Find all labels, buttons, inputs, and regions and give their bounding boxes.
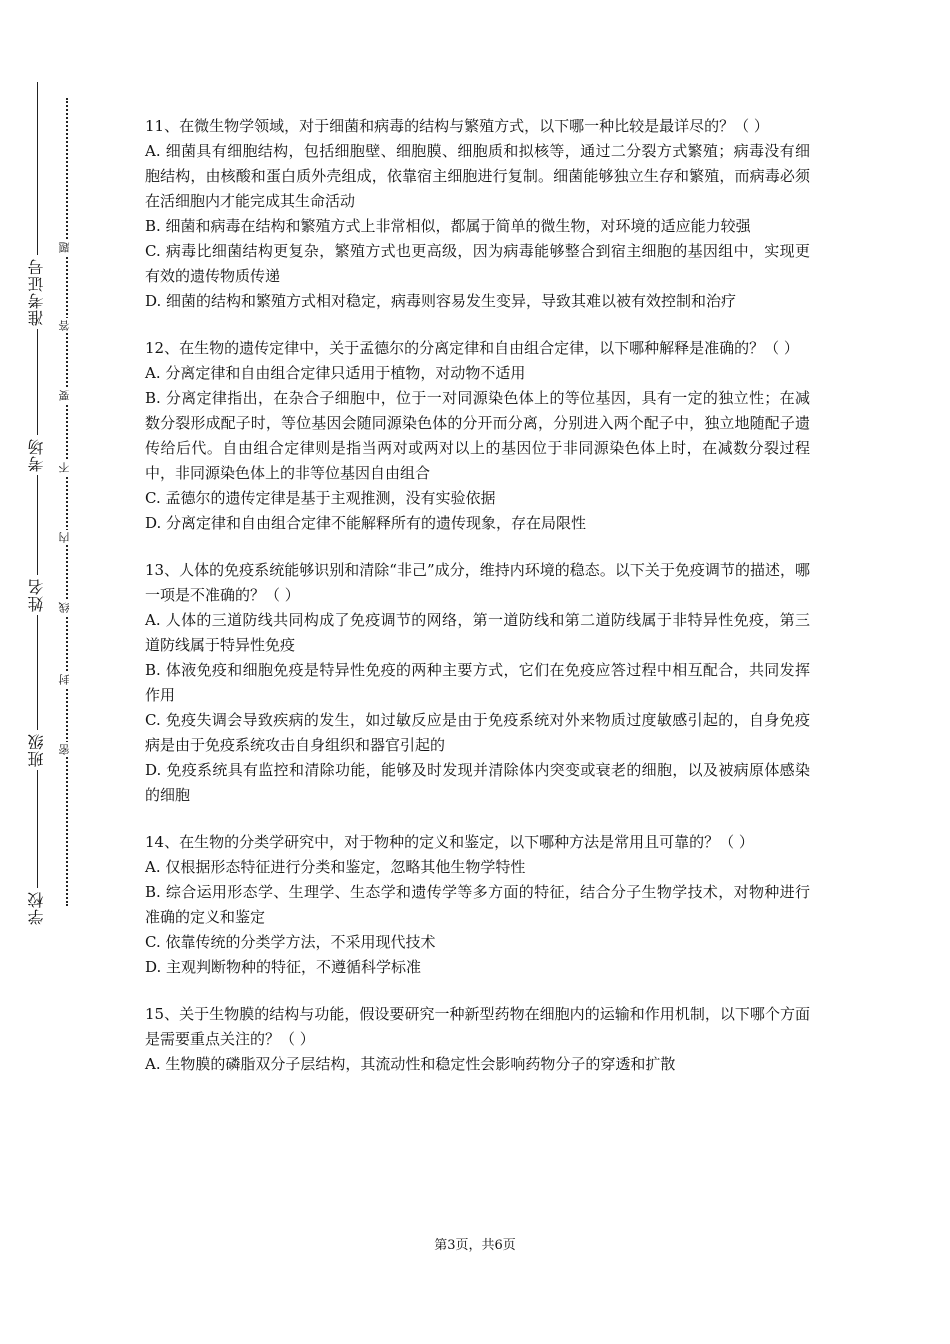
seal-char: 题 xyxy=(58,240,76,255)
question-option: B. 细菌和病毒在结构和繁殖方式上非常相似，都属于简单的微生物，对环境的适应能力较强 xyxy=(145,217,751,235)
binding-dotted-line xyxy=(66,98,68,906)
seal-char: 线 xyxy=(58,600,76,615)
question-option: C. 病毒比细菌结构更复杂，繁殖方式也更高级，因为病毒能够整合到宿主细胞的基因组中，实现更有效的遗传物质传递 xyxy=(145,242,810,285)
seal-char: 不 xyxy=(58,460,76,475)
question-option: B. 分离定律指出，在杂合子细胞中，位于一对同源染色体上的等位基因，具有一定的独立性；在减数分裂形成配子时，等位基因会随同源染色体的分开而分离，分别进入两个配子中，独立地随配子遗传给后代。自由组合定律则是指当两对或两对以上的基因位于非同源染色体上时，在减数分裂过程中，非同源染色体上的非等位基因自由组合 xyxy=(145,389,810,482)
seal-char: 内 xyxy=(58,530,76,545)
question-option: C. 依靠传统的分类学方法，不采用现代技术 xyxy=(145,933,436,951)
question-option: A. 仅根据形态特征进行分类和鉴定，忽略其他生物学特性 xyxy=(145,858,526,876)
question-stem: 13、人体的免疫系统能够识别和清除“非己”成分，维持内环境的稳态。以下关于免疫调节的描述，哪一项是不准确的？（ ） xyxy=(145,561,810,604)
question-option: D. 免疫系统具有监控和清除功能，能够及时发现并清除体内突变或衰老的细胞，以及被病原体感染的细胞 xyxy=(145,761,810,804)
seal-char: 要 xyxy=(58,388,76,403)
question-block xyxy=(145,558,810,808)
binding-margin xyxy=(0,0,110,1344)
question-option: D. 细菌的结构和繁殖方式相对稳定，病毒则容易发生变异，导致其难以被有效控制和治疗 xyxy=(145,292,737,310)
question-block xyxy=(145,336,810,536)
question-block xyxy=(145,114,810,314)
question-option: A. 生物膜的磷脂双分子层结构，其流动性和稳定性会影响药物分子的穿透和扩散 xyxy=(145,1055,676,1073)
seal-char: 封 xyxy=(58,672,76,687)
question-option: B. 综合运用形态学、生理学、生态学和遗传学等多方面的特征，结合分子生物学技术，对物种进行准确的定义和鉴定 xyxy=(145,883,810,926)
binding-field-label: 考场 xyxy=(22,435,52,475)
question-stem: 14、在生物的分类学研究中，对于物种的定义和鉴定，以下哪种方法是常用且可靠的？（ ） xyxy=(145,833,754,851)
question-option: A. 细菌具有细胞结构，包括细胞壁、细胞膜、细胞质和拟核等，通过二分裂方式繁殖；病毒没有细胞结构，由核酸和蛋白质外壳组成，依靠宿主细胞进行复制。细菌能够独立生存和繁殖，而病毒必须在活细胞内才能完成其生命活动 xyxy=(145,142,810,210)
question-option: D. 主观判断物种的特征，不遵循科学标准 xyxy=(145,958,422,976)
binding-field-label: 准考证号 xyxy=(22,255,52,329)
seal-char: 密 xyxy=(58,742,76,757)
binding-field-label: 班级 xyxy=(22,730,52,770)
question-content xyxy=(145,114,810,1099)
question-option: D. 分离定律和自由组合定律不能解释所有的遗传现象，存在局限性 xyxy=(145,514,587,532)
binding-field-label: 姓名 xyxy=(22,575,52,615)
question-option: C. 免疫失调会导致疾病的发生，如过敏反应是由于免疫系统对外来物质过度敏感引起的，自身免疫病是由于免疫系统攻击自身组织和器官引起的 xyxy=(145,711,810,754)
binding-solid-line xyxy=(37,82,38,920)
question-block xyxy=(145,830,810,980)
seal-char: 答 xyxy=(58,318,76,333)
binding-field-label: 学校 xyxy=(22,888,52,928)
question-option: B. 体液免疫和细胞免疫是特异性免疫的两种主要方式，它们在免疫应答过程中相互配合，共同发挥作用 xyxy=(145,661,810,704)
question-option: C. 孟德尔的遗传定律是基于主观推测，没有实验依据 xyxy=(145,489,496,507)
question-stem: 11、在微生物学领域，对于细菌和病毒的结构与繁殖方式，以下哪一种比较是最详尽的？（ ） xyxy=(145,117,769,135)
question-stem: 15、关于生物膜的结构与功能，假设要研究一种新型药物在细胞内的运输和作用机制，以下哪个方面是需要重点关注的？（ ） xyxy=(145,1005,810,1048)
question-option: A. 分离定律和自由组合定律只适用于植物，对动物不适用 xyxy=(145,364,526,382)
page-number: 第3页，共6页 xyxy=(434,1238,516,1253)
question-option: A. 人体的三道防线共同构成了免疫调节的网络，第一道防线和第二道防线属于非特异性免疫，第三道防线属于特异性免疫 xyxy=(145,611,810,654)
question-stem: 12、在生物的遗传定律中，关于孟德尔的分离定律和自由组合定律，以下哪种解释是准确的？（ ） xyxy=(145,339,799,357)
question-block xyxy=(145,1002,810,1077)
